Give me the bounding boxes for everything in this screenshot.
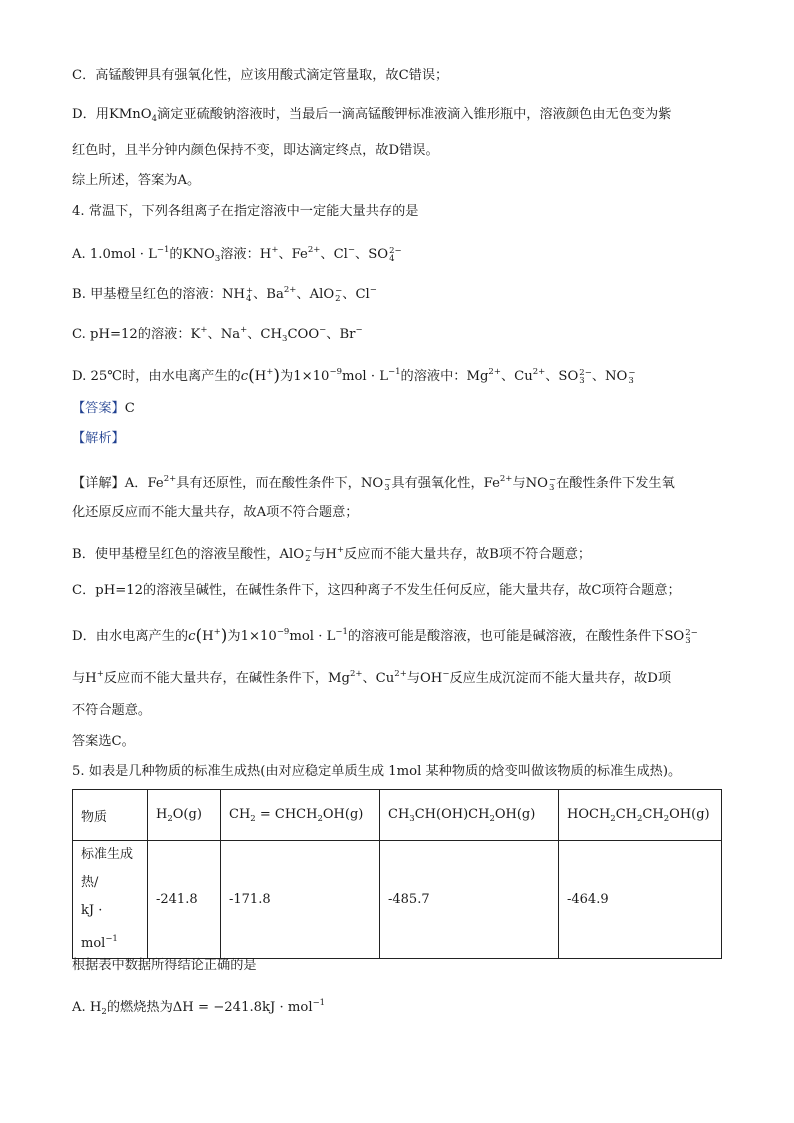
enthalpy-table <box>72 789 722 959</box>
text-line: C．高锰酸钾具有强氧化性，应该用酸式滴定管量取，故C错误； <box>72 68 449 83</box>
detail-line: D．由水电离产生的c(H+)为$1\times 10^{-9}mol \cdot L^{-1}$的溶液可能是酸溶液，也可能是碱溶液，在酸性条件下SO 2− 3 <box>72 626 698 646</box>
text-line: 红色时，且半分钟内颜色保持不变，即达滴定终点，故D错误。 <box>72 143 439 158</box>
detail-line: 答案选C。 <box>72 734 135 749</box>
option-b: B. 甲基橙呈红色的溶液：NH + 4 、$Ba^{2+}$、AlO − 2 、Cl− <box>72 285 377 304</box>
text-line: D．用KMnO$_4$滴定亚硫酸钠溶液时，当最后一滴高锰酸钾标准液滴入锥形瓶中，溶液颜色由无色变为紫 <box>72 107 672 124</box>
table-cell: -171.8 <box>221 841 380 959</box>
detail-line: 化还原反应而不能大量共存，故A项不符合题意； <box>72 505 359 520</box>
detail-line: 不符合题意。 <box>72 703 152 718</box>
text-line: 根据表中数据所得结论正确的是 <box>72 958 257 973</box>
question-stem: 4. 常温下，下列各组离子在指定溶液中一定能大量共存的是 <box>72 204 419 219</box>
table-header-cell: $CH_2$ = $CHCH_2OH(g)$ <box>221 790 380 841</box>
analysis-tag: 【解析】 <box>72 431 125 446</box>
option-a: A. $1.0mol \cdot L^{-1}$的$KNO_3$溶液：H+、$Fe^{2+}$、Cl−、SO 2− 4 <box>72 245 402 264</box>
table-header-cell: $HOCH_2CH_2CH_2OH(g)$ <box>559 790 722 841</box>
table-header-cell: 物质 <box>73 790 148 841</box>
table-row-label: 标准生成 热/ kJ · mol$^{-1}$ <box>73 841 148 959</box>
detail-line: B．使甲基橙呈红色的溶液呈酸性，AlO − 2 与H+反应而不能大量共存，故B项不符合题意； <box>72 545 592 564</box>
answer-line <box>72 400 135 418</box>
answer-tag: 【答案】 <box>72 401 125 416</box>
table-cell: -241.8 <box>148 841 221 959</box>
answer-value: C <box>124 401 135 416</box>
table-row <box>73 841 722 959</box>
option-d: D. 25℃时，由水电离产生的c(H+)为$1\times 10^{-9}mol \cdot L^{-1}$的溶液中：$Mg^{2+}$、$Cu^{2+}$、SO 2− 3 、NO − 3 <box>72 366 636 386</box>
detail-line: C．pH=12的溶液呈碱性，在碱性条件下，这四种离子不发生任何反应，能大量共存，故C项符合题意； <box>72 583 681 598</box>
text-line: 综上所述，答案为A。 <box>72 173 201 188</box>
detail-line: 与H+反应而不能大量共存，在碱性条件下，$Mg^{2+}$、$Cu^{2+}$与OH−反应生成沉淀而不能大量共存，故D项 <box>72 669 672 686</box>
table-header-row <box>73 790 722 841</box>
option-c: C. pH=12的溶液：K+、Na+、$CH_3COO^-$、Br− <box>72 325 363 344</box>
table-cell: -485.7 <box>380 841 559 959</box>
table-header-cell: $H_2O(g)$ <box>148 790 221 841</box>
table-header-cell: $CH_3CH(OH)CH_2OH(g)$ <box>380 790 559 841</box>
question-stem: 5. 如表是几种物质的标准生成热(由对应稳定单质生成 1mol 某种物质的焓变叫做该物质的标准生成热)。 <box>72 764 682 779</box>
table-cell: -464.9 <box>559 841 722 959</box>
option-a: A. $H_2$的燃烧热为ΔH = −241.8kJ · mol$^{-1}$ <box>72 998 326 1017</box>
detail-line: 【详解】A．$Fe^{2+}$具有还原性，而在酸性条件下，NO − 3 具有强氧化性，$Fe^{2+}$与NO − 3 在酸性条件下发生氧 <box>72 474 675 493</box>
